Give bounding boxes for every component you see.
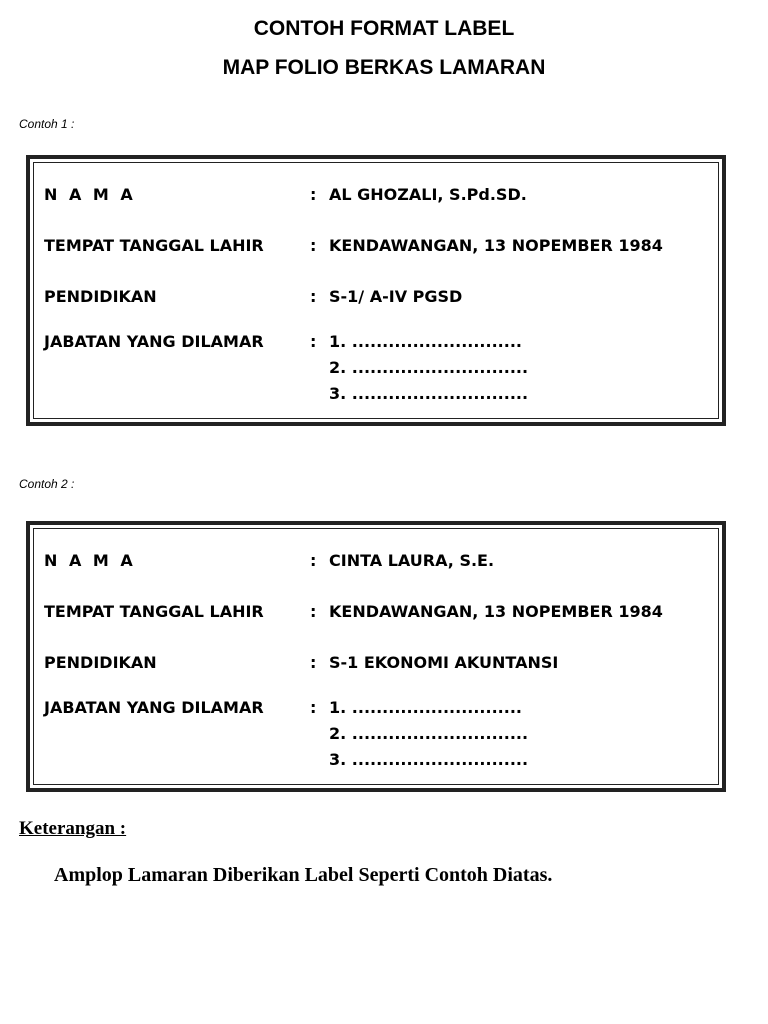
keterangan-heading: Keterangan : [19, 818, 127, 839]
jabatan-3: 3. ............................. [329, 384, 529, 403]
colon: : [310, 551, 317, 570]
field-label: PENDIDIKAN [44, 653, 157, 672]
colon: : [310, 287, 317, 306]
jabatan-2: 2. ............................. [329, 358, 529, 377]
field-label: N A M A [44, 551, 136, 570]
label-box-1 [26, 155, 726, 426]
field-value: S-1 EKONOMI AKUNTANSI [329, 653, 559, 672]
field-value: CINTA LAURA, S.E. [329, 551, 495, 570]
example-2-caption: Contoh 2 : [19, 477, 75, 491]
colon: : [310, 698, 317, 717]
jabatan-1: 1. ............................ [329, 698, 522, 717]
field-value: AL GHOZALI, S.Pd.SD. [329, 185, 527, 204]
keterangan-text: Amplop Lamaran Diberikan Label Seperti Contoh Diatas. [54, 864, 553, 886]
jabatan-1: 1. ............................ [329, 332, 522, 351]
title-line-1: CONTOH FORMAT LABEL [253, 17, 515, 40]
colon: : [310, 332, 317, 351]
field-label: N A M A [44, 185, 136, 204]
colon: : [310, 653, 317, 672]
example-1-caption: Contoh 1 : [19, 117, 75, 131]
field-value: KENDAWANGAN, 13 NOPEMBER 1984 [329, 236, 663, 255]
field-label: JABATAN YANG DILAMAR [44, 332, 264, 351]
field-label: JABATAN YANG DILAMAR [44, 698, 264, 717]
colon: : [310, 185, 317, 204]
title-line-2: MAP FOLIO BERKAS LAMARAN [222, 56, 546, 79]
jabatan-2: 2. ............................. [329, 724, 529, 743]
field-label: TEMPAT TANGGAL LAHIR [44, 236, 264, 255]
label-box-2 [26, 521, 726, 792]
colon: : [310, 236, 317, 255]
colon: : [310, 602, 317, 621]
field-label: TEMPAT TANGGAL LAHIR [44, 602, 264, 621]
jabatan-3: 3. ............................. [329, 750, 529, 769]
field-value: S-1/ A-IV PGSD [329, 287, 463, 306]
field-label: PENDIDIKAN [44, 287, 157, 306]
field-value: KENDAWANGAN, 13 NOPEMBER 1984 [329, 602, 663, 621]
